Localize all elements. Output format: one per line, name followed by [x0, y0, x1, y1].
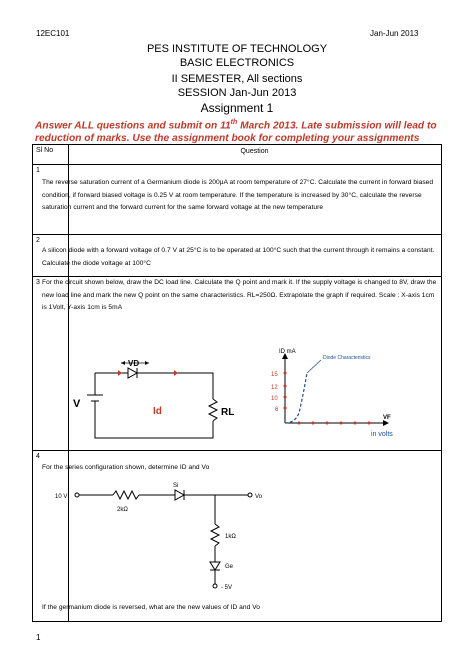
tick-12: 12: [271, 385, 278, 391]
page-number: 1: [36, 633, 41, 642]
row-4-question: For the series configuration shown, determine ID and Vo: [42, 464, 210, 471]
graph-x-label: VF: [383, 415, 391, 421]
subject-title: BASIC ELECTRONICS: [179, 57, 295, 69]
assignment-title: Assignment 1: [200, 101, 274, 115]
row-2-number: 2: [36, 237, 40, 244]
diode-characteristic-graph: [253, 341, 423, 441]
col-header-sl: Sl No: [36, 147, 54, 154]
graph-y-label: ID mA: [279, 349, 296, 355]
rl-label: RL: [221, 407, 235, 418]
question-table: [32, 144, 442, 622]
course-code: 12EC101: [36, 29, 70, 38]
col-header-question: Question: [240, 148, 269, 155]
source-10v-label: 10 V: [55, 494, 68, 500]
graph-units: in volts: [371, 431, 393, 438]
series-circuit-diagram: [53, 478, 313, 603]
session-title: SESSION Jan-Jun 2013: [177, 87, 297, 99]
graph-legend: Diode Characteristics: [323, 355, 371, 361]
row-1-number: 1: [36, 167, 40, 174]
current-label: Id: [153, 406, 162, 417]
vd-label: VD: [128, 359, 140, 368]
vo-label: Vo: [255, 494, 263, 500]
row-4-followup: If the germanium diode is reversed, what are the new values of ID and Vo: [42, 604, 261, 611]
resistor-2k-label: 2kΩ: [117, 507, 128, 513]
neg5v-label: - 5V: [221, 585, 233, 591]
row-divider: [33, 234, 441, 235]
row-divider: [33, 164, 441, 165]
header-date: Jan-Jun 2013: [370, 29, 419, 38]
instructions: Answer ALL questions and submit on 11th March 2013. Late submission will lead to reduction of marks. Use the assignment book for completing your assignments: [35, 119, 437, 145]
tick-15: 15: [271, 372, 278, 378]
row-3-question: For the circuit shown below, draw the DC load line. Calculate the Q point and mark it. If the supply voltage is changed to 8V, draw the new load line and mark the new Q point on the same characteristics. RL=250Ω. Extrapolate the graph if required. Scale : X-axis 1cm is 1Volt, Y-axis 1cm is 5mA: [42, 279, 437, 311]
row-4-number: 4: [36, 453, 40, 460]
row-1-question: The reverse saturation current of a Germanium diode is 200µA at room temperature of 27°C. Calculate the current in forward biased condition, if forward biased voltage is 0.25 V at room temperature. If the temperature is increased by 30°C, calculate the reverse saturation current and the forward current for the same forward voltage at the new temperature: [42, 179, 434, 211]
resistor-1k-label: 1kΩ: [225, 534, 236, 540]
v-source-label: V: [73, 398, 81, 410]
si-diode-label: Si: [173, 483, 179, 489]
diode-circuit-diagram: [73, 341, 273, 441]
institute-title: PES INSTITUTE OF TECHNOLOGY: [146, 43, 328, 55]
row-2-question: A silicon diode with a forward voltage of 0.7 V at 25°C is to be operated at 100°C such that the current through it remains a constant. Calculate the diode voltage at 100°C: [42, 247, 435, 267]
tick-10: 10: [271, 396, 278, 402]
semester-title: II SEMESTER, All sections: [171, 73, 303, 85]
row-3-number: 3: [36, 279, 40, 286]
row-divider: [33, 450, 441, 451]
tick-6: 6: [275, 407, 279, 413]
ge-diode-label: Ge: [225, 564, 234, 570]
